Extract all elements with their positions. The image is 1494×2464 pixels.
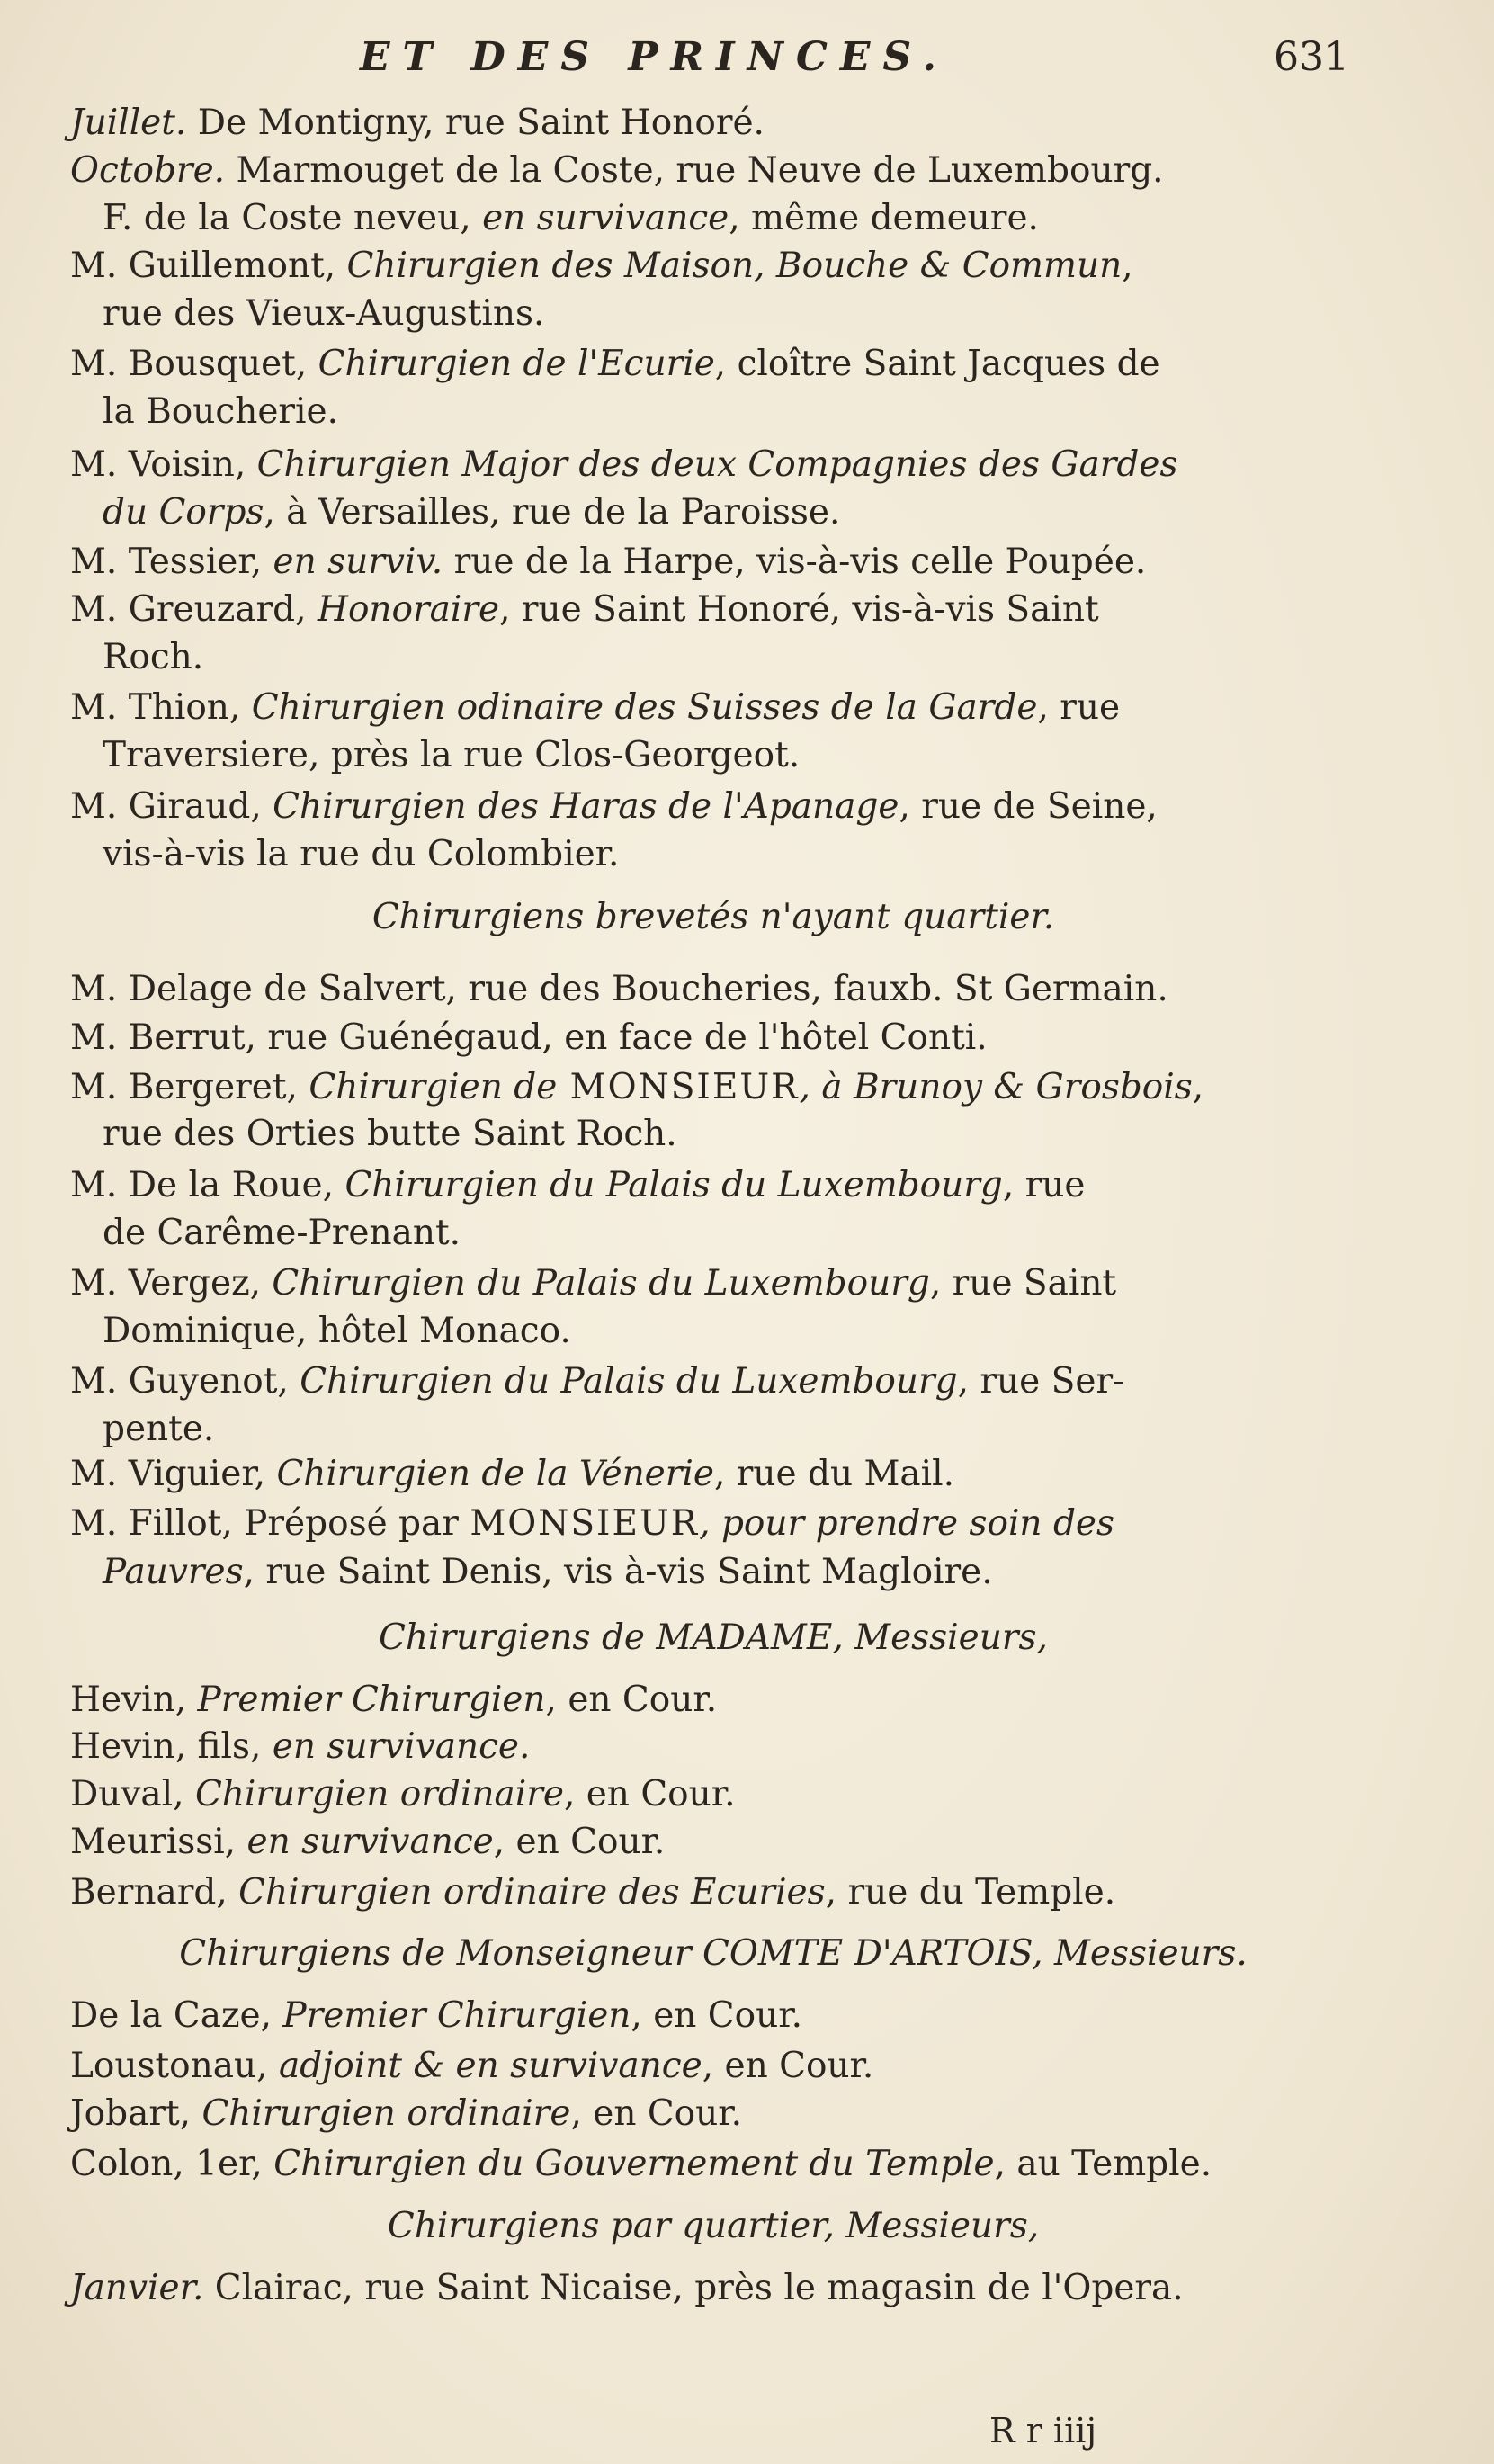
entry-line: De la Caze, Premier Chirurgien, en Cour. xyxy=(70,1995,802,2036)
entry-line: pente. xyxy=(103,1409,215,1449)
entry-line: Hevin, fils, en survivance. xyxy=(70,1726,531,1767)
entry-line: M. De la Roue, Chirurgien du Palais du Luxembourg, rue xyxy=(70,1165,1086,1205)
entry-line: Octobre. Marmouget de la Coste, rue Neuve de Luxembourg. xyxy=(70,150,1164,191)
entry-line: du Corps, à Versailles, rue de la Paroisse. xyxy=(103,492,841,533)
entry-line: de Carême-Prenant. xyxy=(103,1213,461,1253)
running-header xyxy=(0,34,1494,88)
entry-line: Dominique, hôtel Monaco. xyxy=(103,1311,571,1351)
entry-line: rue des Vieux-Augustins. xyxy=(103,293,545,334)
entry-line: vis-à-vis la rue du Colombier. xyxy=(103,834,620,874)
entry-line: M. Fillot, Préposé par MONSIEUR, pour prendre soin des xyxy=(70,1503,1115,1544)
entry-line: M. Guyenot, Chirurgien du Palais du Luxembourg, rue Ser- xyxy=(70,1361,1125,1402)
signature-mark: R r iiij xyxy=(989,2411,1097,2451)
entry-line: Loustonau, adjoint & en survivance, en Cour. xyxy=(70,2046,874,2086)
entry-line: M. Vergez, Chirurgien du Palais du Luxembourg, rue Saint xyxy=(70,1263,1117,1304)
entry-line: Bernard, Chirurgien ordinaire des Ecuries, rue du Temple. xyxy=(70,1872,1116,1913)
entry-line: M. Voisin, Chirurgien Major des deux Compagnies des Gardes xyxy=(70,444,1178,485)
entry-line: Hevin, Premier Chirurgien, en Cour. xyxy=(70,1680,718,1720)
entry-line: M. Greuzard, Honoraire, rue Saint Honoré, vis-à-vis Saint xyxy=(70,589,1099,630)
section-heading: Chirurgiens par quartier, Messieurs, xyxy=(387,2206,1040,2246)
entry-line: Pauvres, rue Saint Denis, vis à-vis Saint Magloire. xyxy=(103,1552,993,1592)
entry-line: rue des Orties butte Saint Roch. xyxy=(103,1114,677,1154)
entry-line: Janvier. Clairac, rue Saint Nicaise, près le magasin de l'Opera. xyxy=(70,2268,1184,2308)
entry-line: M. Guillemont, Chirurgien des Maison, Bouche & Commun, xyxy=(70,246,1133,286)
entry-line: M. Delage de Salvert, rue des Boucheries, fauxb. St Germain. xyxy=(70,969,1168,1009)
entry-line: Colon, 1er, Chirurgien du Gouvernement du Temple, au Temple. xyxy=(70,2144,1212,2184)
entry-line: Traversiere, près la rue Clos-Georgeot. xyxy=(103,735,801,775)
section-heading: Chirurgiens brevetés n'ayant quartier. xyxy=(371,897,1055,937)
page-number: 631 xyxy=(1274,34,1349,80)
entry-line: M. Giraud, Chirurgien des Haras de l'Apanage, rue de Seine, xyxy=(70,786,1158,827)
entry-line: F. de la Coste neveu, en survivance, même demeure. xyxy=(103,198,1039,238)
entry-line: M. Viguier, Chirurgien de la Vénerie, rue du Mail. xyxy=(70,1454,955,1494)
entry-line: Meurissi, en survivance, en Cour. xyxy=(70,1822,666,1862)
entry-line: Jobart, Chirurgien ordinaire, en Cour. xyxy=(70,2093,743,2134)
entry-line: M. Bergeret, Chirurgien de MONSIEUR, à Brunoy & Grosbois, xyxy=(70,1067,1204,1107)
entry-line: la Boucherie. xyxy=(103,391,339,432)
entry-line: M. Bousquet, Chirurgien de l'Ecurie, cloître Saint Jacques de xyxy=(70,344,1160,384)
running-title: ET DES PRINCES. xyxy=(360,34,949,80)
entry-line: Roch. xyxy=(103,637,204,677)
section-heading: Chirurgiens de Monseigneur COMTE D'ARTOIS, Messieurs. xyxy=(179,1933,1248,1974)
entry-line: M. Thion, Chirurgien odinaire des Suisses de la Garde, rue xyxy=(70,687,1121,728)
entry-line: Duval, Chirurgien ordinaire, en Cour. xyxy=(70,1774,736,1814)
entry-line: M. Tessier, en surviv. rue de la Harpe, vis-à-vis celle Poupée. xyxy=(70,542,1147,582)
section-heading: Chirurgiens de MADAME, Messieurs, xyxy=(379,1617,1048,1658)
entry-line: M. Berrut, rue Guénégaud, en face de l'hôtel Conti. xyxy=(70,1017,988,1058)
entry-line: Juillet. De Montigny, rue Saint Honoré. xyxy=(70,103,765,143)
